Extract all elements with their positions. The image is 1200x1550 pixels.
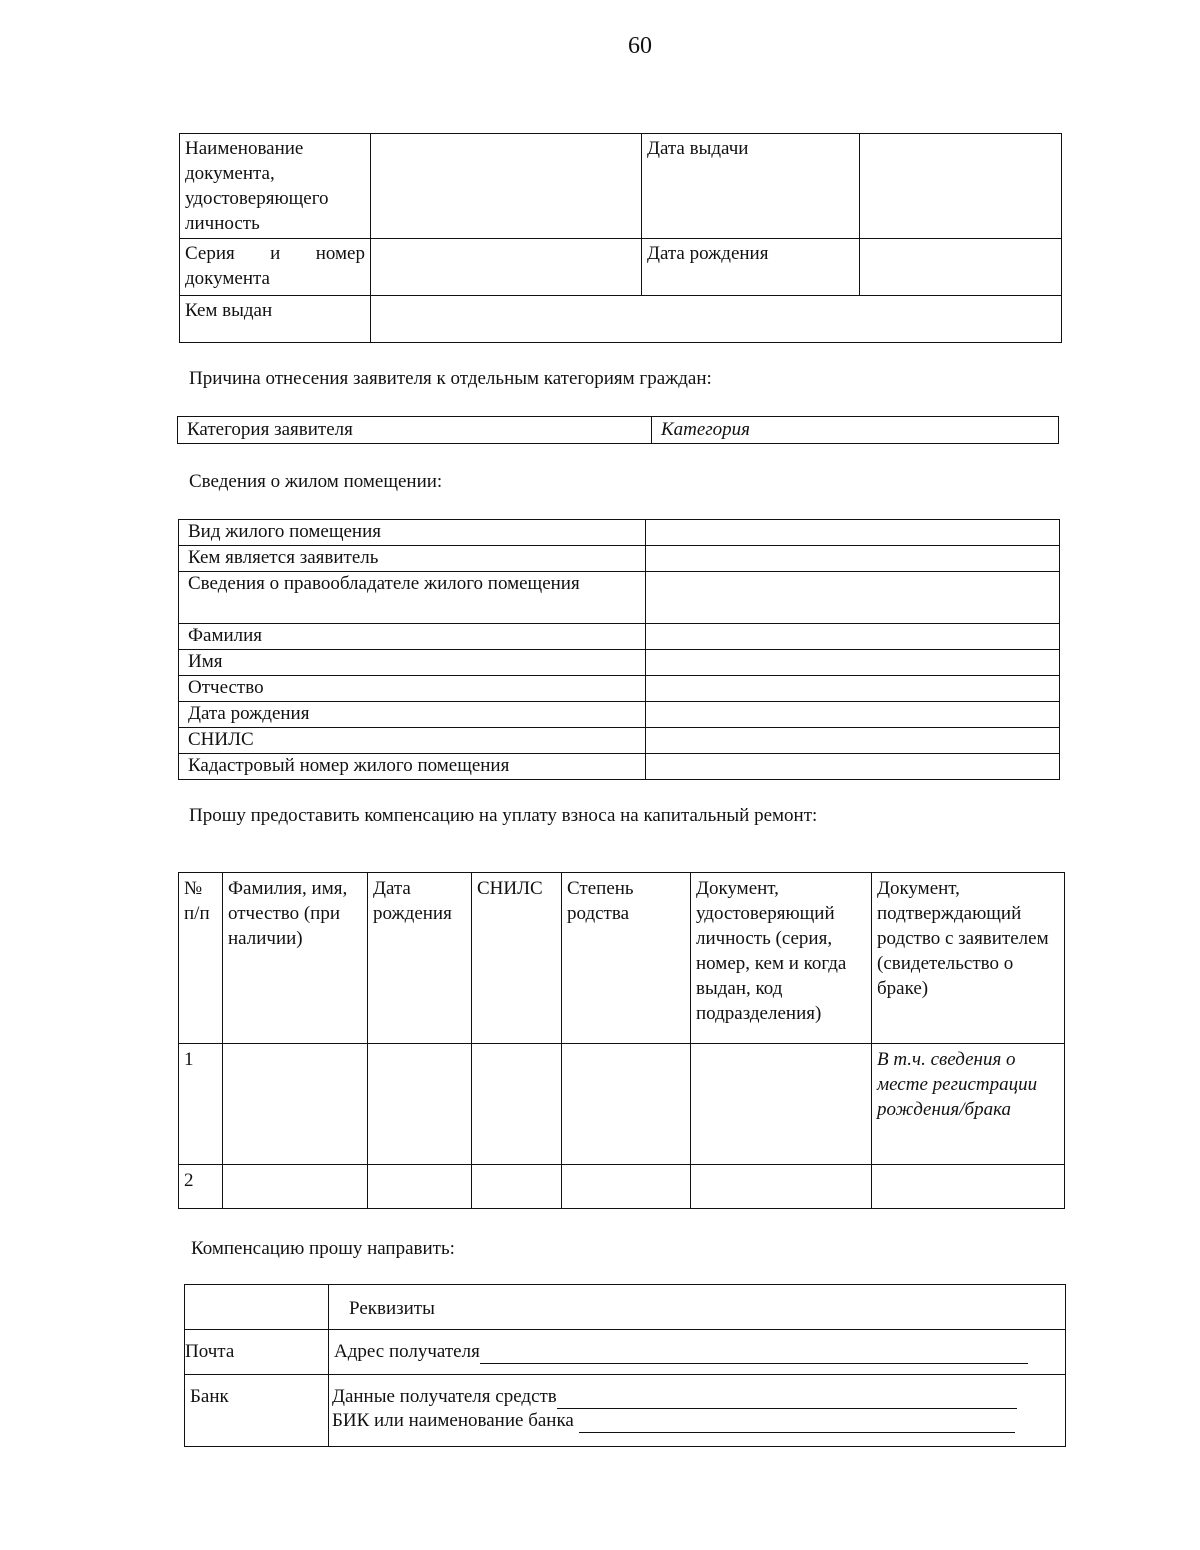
requisites-header: Реквизиты — [329, 1285, 1066, 1330]
recipient-address-line[interactable] — [480, 1345, 1028, 1364]
category-label: Категория заявителя — [178, 417, 652, 444]
housing-row-label: Фамилия — [179, 624, 646, 650]
mail-label: Почта — [185, 1330, 329, 1375]
housing-row-label: Имя — [179, 650, 646, 676]
cell-name[interactable] — [223, 1044, 368, 1165]
cell-relation[interactable] — [562, 1044, 691, 1165]
col-header-birth-date: Дата рождения — [368, 873, 472, 1044]
birth-date-value[interactable] — [860, 239, 1062, 296]
col-header-identity-doc: Документ, удостоверяющий личность (серия, номер, кем и когда выдан, код подразделения) — [691, 873, 872, 1044]
issue-date-label: Дата выдачи — [642, 134, 860, 239]
col-header-relation: Степень родства — [562, 873, 691, 1044]
cell-relation[interactable] — [562, 1165, 691, 1209]
doc-name-label: Наименование документа, удостоверяющего личность — [180, 134, 371, 239]
bank-label: Банк — [185, 1375, 329, 1447]
table-row — [179, 1044, 1065, 1165]
doc-name-value[interactable] — [371, 134, 642, 239]
housing-table — [178, 519, 1060, 780]
series-number-value[interactable] — [371, 239, 642, 296]
birth-date-label: Дата рождения — [642, 239, 860, 296]
cell-kinship-note[interactable]: В т.ч. сведения о месте регистрации рождения/брака — [872, 1044, 1065, 1165]
housing-row-value[interactable] — [646, 650, 1060, 676]
cell-birth-date[interactable] — [368, 1165, 472, 1209]
bank-bik-line[interactable] — [579, 1414, 1015, 1433]
cell-kinship-doc[interactable] — [872, 1165, 1065, 1209]
family-members-table — [178, 872, 1065, 1209]
housing-row-label: Кем является заявитель — [179, 546, 646, 572]
mail-row — [329, 1330, 1066, 1375]
housing-row-value[interactable] — [646, 520, 1060, 546]
housing-row-label: Дата рождения — [179, 702, 646, 728]
col-header-name: Фамилия, имя, отчество (при наличии) — [223, 873, 368, 1044]
housing-row-value[interactable] — [646, 702, 1060, 728]
compensation-intro: Прошу предоставить компенсацию на уплату взноса на капитальный ремонт: — [189, 805, 818, 826]
housing-row-label: Кадастровый номер жилого помещения — [179, 754, 646, 780]
payment-header-empty — [185, 1285, 329, 1330]
recipient-data-line[interactable] — [557, 1390, 1017, 1409]
housing-row-value[interactable] — [646, 676, 1060, 702]
cell-snils[interactable] — [472, 1165, 562, 1209]
cell-birth-date[interactable] — [368, 1044, 472, 1165]
recipient-address-label: Адрес получателя — [334, 1341, 480, 1362]
housing-row-value[interactable] — [646, 572, 1060, 624]
series-number-label: Серия и номер документа — [180, 239, 371, 296]
col-header-number: № п/п — [179, 873, 223, 1044]
housing-intro: Сведения о жилом помещении: — [189, 471, 443, 492]
housing-row-label: Вид жилого помещения — [179, 520, 646, 546]
bank-bik-label: БИК или наименование банка — [332, 1410, 574, 1431]
col-header-snils: СНИЛС — [472, 873, 562, 1044]
housing-row-value[interactable] — [646, 546, 1060, 572]
cell-identity-doc[interactable] — [691, 1044, 872, 1165]
housing-row-label: Сведения о правообладателе жилого помещения — [179, 572, 646, 624]
issued-by-label: Кем выдан — [180, 296, 371, 343]
category-table — [177, 416, 1059, 444]
housing-row-label: Отчество — [179, 676, 646, 702]
bank-row — [329, 1375, 1066, 1447]
payment-details-table — [184, 1284, 1066, 1447]
housing-row-value[interactable] — [646, 754, 1060, 780]
page-number: 60 — [628, 33, 652, 59]
issued-by-value[interactable] — [371, 296, 1062, 343]
housing-row-value[interactable] — [646, 728, 1060, 754]
identity-document-table — [179, 133, 1062, 343]
direct-intro: Компенсацию прошу направить: — [191, 1238, 455, 1259]
category-intro: Причина отнесения заявителя к отдельным категориям граждан: — [189, 368, 712, 389]
table-row — [179, 1165, 1065, 1209]
recipient-data-label: Данные получателя средств — [332, 1386, 557, 1407]
col-header-kinship-doc: Документ, подтверждающий родство с заявителем (свидетельство о браке) — [872, 873, 1065, 1044]
cell-identity-doc[interactable] — [691, 1165, 872, 1209]
row-number: 2 — [179, 1165, 223, 1209]
housing-row-label: СНИЛС — [179, 728, 646, 754]
issue-date-value[interactable] — [860, 134, 1062, 239]
cell-snils[interactable] — [472, 1044, 562, 1165]
housing-row-value[interactable] — [646, 624, 1060, 650]
cell-name[interactable] — [223, 1165, 368, 1209]
category-value[interactable]: Категория — [652, 417, 1059, 444]
row-number: 1 — [179, 1044, 223, 1165]
